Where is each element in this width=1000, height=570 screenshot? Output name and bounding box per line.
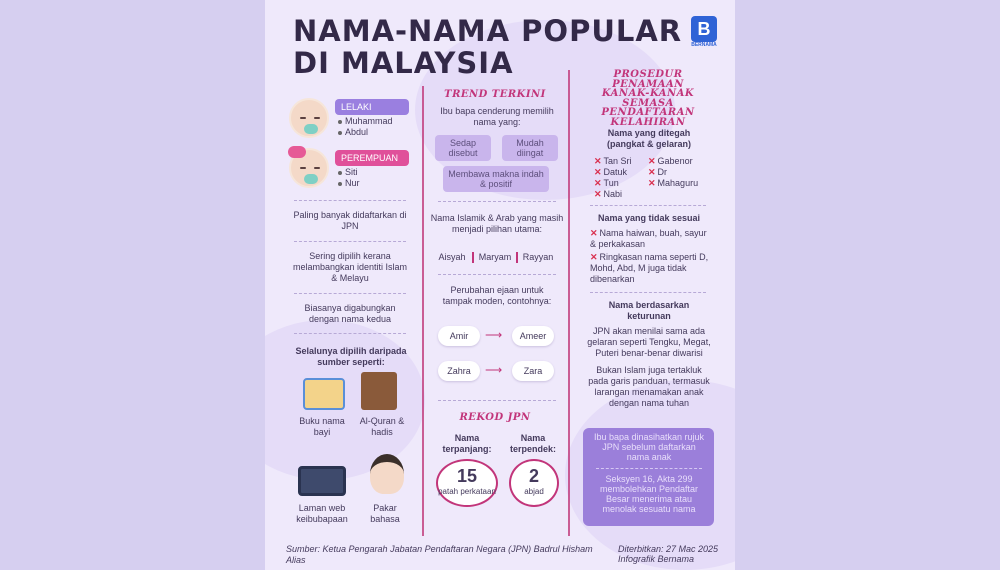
footer-date: Diterbitkan: 27 Mac 2025 bbox=[618, 544, 719, 554]
example-2: Maryam bbox=[478, 252, 512, 262]
islamic-text: Nama Islamik & Arab yang masih menjadi pilihan utama: bbox=[430, 213, 564, 234]
divider bbox=[438, 201, 556, 202]
keturunan-title: Nama berdasarkan keturunan bbox=[608, 300, 690, 321]
shortest-unit: abjad bbox=[524, 487, 544, 496]
bernama-logo: B BERNAMA bbox=[691, 16, 717, 42]
ditegah-col-2: ✕ Gabenor ✕ Dr ✕ Mahaguru bbox=[648, 156, 699, 188]
rekod-title: REKOD JPN bbox=[459, 412, 531, 423]
trend-chip-3: Membawa makna indah & positif bbox=[443, 166, 549, 192]
perempuan-name-1: Siti bbox=[338, 167, 408, 178]
tidak-sesuai-2: ✕ Ringkasan nama seperti D, Mohd, Abd, M juga tidak dibenarkan bbox=[590, 252, 709, 284]
source-3: Laman web keibubapaan bbox=[296, 503, 348, 524]
source-4: Pakar bahasa bbox=[370, 503, 400, 524]
longest-circle bbox=[436, 459, 498, 507]
baby-boy-icon bbox=[289, 98, 329, 138]
keturunan-text-1: JPN akan menilai sama ada gelaran seperti Tengku, Megat, Puteri benar-benar diwarisi bbox=[587, 326, 711, 358]
separator bbox=[472, 252, 474, 263]
tidak-sesuai-1: ✕ Nama haiwan, buah, sayur & perkakasan bbox=[590, 228, 707, 249]
lelaki-name-1: Muhammad bbox=[338, 116, 408, 127]
cloud-old-2: Zahra bbox=[438, 361, 480, 381]
right-margin bbox=[734, 0, 1000, 570]
separator bbox=[516, 252, 518, 263]
shortest-circle bbox=[509, 459, 559, 507]
fact-1: Paling banyak didaftarkan di JPN bbox=[293, 210, 407, 231]
footer-source: Sumber: Ketua Pengarah Jabatan Pendaftaran Negara (JPN) Badrul Hisham Alias bbox=[286, 544, 593, 565]
fact-2: Sering dipilih kerana melambangkan identiti Islam & Melayu bbox=[292, 251, 408, 283]
book-icon bbox=[303, 378, 345, 410]
arrow-right-icon: ⟶ bbox=[485, 328, 503, 342]
example-1: Aisyah bbox=[438, 252, 466, 262]
bow-icon bbox=[288, 146, 306, 158]
left-margin bbox=[0, 0, 265, 570]
quran-icon bbox=[361, 372, 397, 410]
page-title-line1: NAMA-NAMA POPULAR bbox=[293, 14, 683, 48]
divider bbox=[596, 468, 702, 469]
perempuan-name-2: Nur bbox=[338, 178, 408, 189]
longest-label: Nama terpanjang: bbox=[442, 433, 492, 454]
advice-text-1: Ibu bapa dinasihatkan rujuk JPN sebelum daftarkan nama anak bbox=[593, 432, 705, 462]
divider bbox=[294, 293, 406, 294]
expert-icon bbox=[370, 454, 404, 494]
fact-3: Biasanya digabungkan dengan nama kedua bbox=[304, 303, 396, 324]
divider bbox=[294, 241, 406, 242]
example-3: Rayyan bbox=[522, 252, 554, 262]
keturunan-text-2: Bukan Islam juga tertakluk pada garis panduan, termasuk larangan menamakan anak dengan nama tuhan bbox=[588, 365, 710, 408]
divider bbox=[438, 274, 556, 275]
divider bbox=[438, 400, 556, 401]
source-2: Al-Quran & hadis bbox=[359, 416, 405, 437]
trend-chip-2: Mudah diingat bbox=[502, 135, 558, 161]
laptop-icon bbox=[298, 466, 346, 496]
arrow-right-icon: ⟶ bbox=[485, 363, 503, 377]
lelaki-label: LELAKI bbox=[335, 99, 409, 115]
cloud-new-1: Ameer bbox=[512, 326, 554, 346]
cloud-new-2: Zara bbox=[512, 361, 554, 381]
divider bbox=[294, 333, 406, 334]
page-title-line2: DI MALAYSIA bbox=[293, 46, 514, 80]
ditegah-col-1: ✕ Tan Sri ✕ Datuk ✕ Tun ✕ Nabi bbox=[594, 156, 632, 199]
advice-text-2: Seksyen 16, Akta 299 membolehkan Pendaftar Besar menerima atau menolak sesuatu nama bbox=[599, 474, 699, 514]
footer-credit: Infografik Bernama bbox=[618, 554, 695, 564]
lelaki-name-2: Abdul bbox=[338, 127, 408, 138]
prosedur-title: PROSEDUR PENAMAAN KANAK-KANAK SEMASA PENDAFTARAN KELAHIRAN bbox=[601, 69, 695, 128]
column-divider-1 bbox=[422, 86, 424, 536]
column-divider-2 bbox=[568, 70, 570, 536]
divider bbox=[294, 200, 406, 201]
longest-value: 15 bbox=[456, 466, 478, 486]
ditegah-title: Nama yang ditegah (pangkat & gelaran) bbox=[606, 128, 691, 149]
trend-intro: Ibu bapa cenderung memilih nama yang: bbox=[440, 106, 554, 127]
trend-title: TREND TERKINI bbox=[444, 89, 546, 100]
divider bbox=[590, 205, 706, 206]
shortest-value: 2 bbox=[528, 466, 539, 486]
perempuan-label: PEREMPUAN bbox=[335, 150, 409, 166]
longest-unit: patah perkataan bbox=[438, 487, 496, 496]
trend-chip-1: Sedap disebut bbox=[435, 135, 491, 161]
shortest-label: Nama terpendek: bbox=[509, 433, 556, 454]
source-1: Buku nama bayi bbox=[299, 416, 345, 437]
sources-title: Selalunya dipilih daripada sumber seperti: bbox=[295, 346, 407, 367]
tidak-sesuai-title: Nama yang tidak sesuai bbox=[597, 213, 701, 223]
divider bbox=[590, 292, 706, 293]
ejaan-text: Perubahan ejaan untuk tampak moden, contohnya: bbox=[442, 285, 552, 306]
cloud-old-1: Amir bbox=[438, 326, 480, 346]
